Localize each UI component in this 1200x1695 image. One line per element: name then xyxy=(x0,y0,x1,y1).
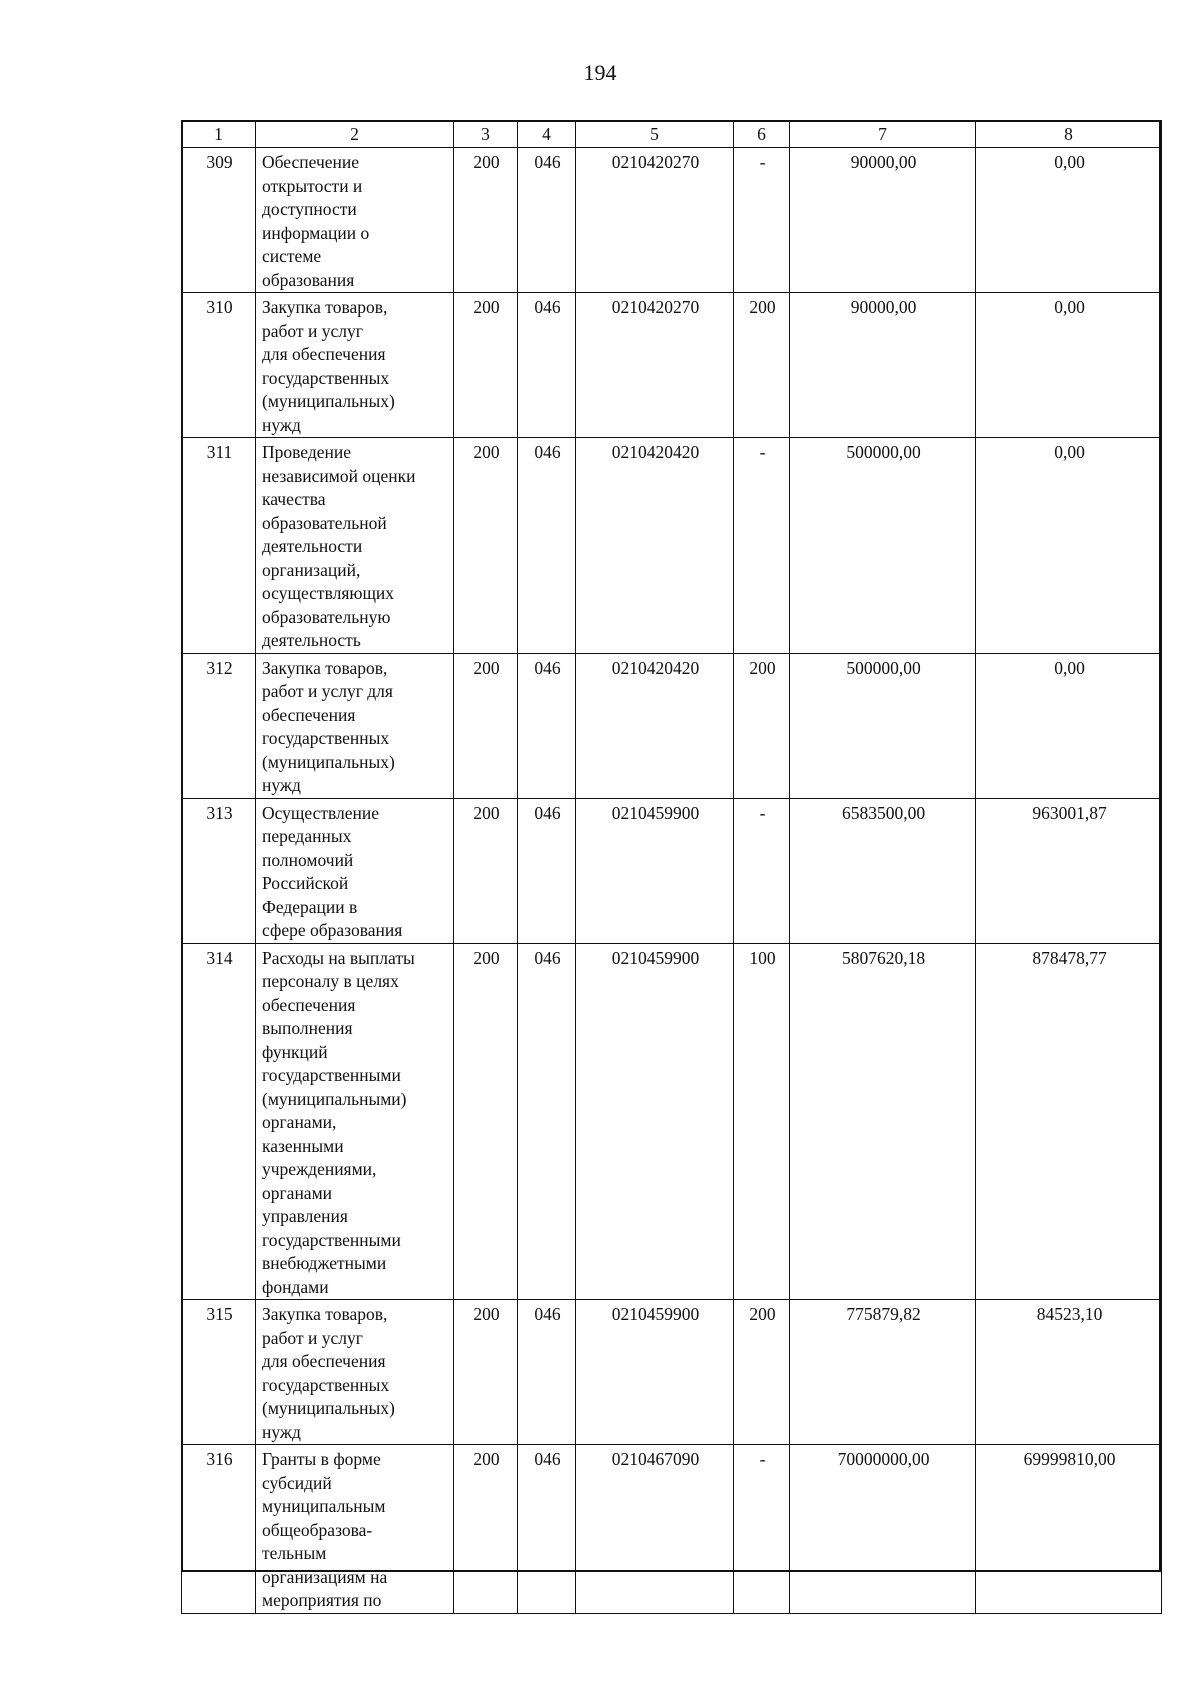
table-row xyxy=(182,653,1162,798)
row-name-line: для обеспечения xyxy=(262,1351,386,1371)
cell-amount-col7: 500000,00 xyxy=(790,438,976,654)
cell-col3: 200 xyxy=(454,438,518,654)
row-name-line: Расходы на выплаты xyxy=(262,947,415,968)
row-name xyxy=(256,148,454,293)
cell-col4: 046 xyxy=(518,798,576,943)
table-row xyxy=(182,438,1162,654)
row-name-line: Проведение xyxy=(262,442,352,462)
table-body xyxy=(182,148,1162,1614)
row-number: 314 xyxy=(182,943,256,1300)
column-header: 6 xyxy=(734,121,790,148)
row-name-line: выполнения xyxy=(262,1018,353,1038)
row-name-line: фондами xyxy=(262,1276,329,1297)
table-row xyxy=(182,798,1162,943)
table-row xyxy=(182,1300,1162,1445)
cell-col5: 0210420420 xyxy=(576,653,734,798)
row-name-line: организациям на xyxy=(262,1566,388,1587)
column-header: 5 xyxy=(576,121,734,148)
row-name-line: управления xyxy=(262,1206,348,1226)
row-name-line: обеспечения xyxy=(262,704,356,725)
cell-col4: 046 xyxy=(518,438,576,654)
row-name-line: осуществляющих xyxy=(262,583,395,603)
row-name-line: работ и услуг xyxy=(262,320,363,341)
row-number: 312 xyxy=(182,653,256,798)
row-name-line: организаций, xyxy=(262,559,361,580)
row-name xyxy=(256,1300,454,1445)
row-name-line: системе xyxy=(262,246,322,266)
row-name-line: общеобразова- xyxy=(262,1519,373,1540)
cell-col4: 046 xyxy=(518,943,576,1300)
row-name-line: для обеспечения xyxy=(262,344,386,364)
cell-amount-col7: 5807620,18 xyxy=(790,943,976,1300)
row-name-line: государственными xyxy=(262,1229,401,1250)
row-number: 309 xyxy=(182,148,256,293)
row-name-line: Закупка товаров, xyxy=(262,1304,388,1324)
row-name-line: внебюджетными xyxy=(262,1253,387,1273)
row-name-line: обеспечения xyxy=(262,994,356,1015)
row-name-line: информации о xyxy=(262,222,370,243)
cell-amount-col7: 90000,00 xyxy=(790,148,976,293)
row-name-line: Федерации в xyxy=(262,896,358,917)
row-name-line: полномочий xyxy=(262,849,354,870)
row-name-line: государственными xyxy=(262,1065,401,1085)
cell-amount-col7: 70000000,00 xyxy=(790,1445,976,1614)
cell-col6: 100 xyxy=(734,943,790,1300)
row-name-line: Обеспечение xyxy=(262,152,360,172)
row-name-line: Осуществление xyxy=(262,802,380,823)
row-name-line: работ и услуг xyxy=(262,1327,363,1348)
row-name-line: государственных xyxy=(262,728,390,748)
row-name-line: муниципальным xyxy=(262,1496,386,1516)
row-name-line: образования xyxy=(262,269,355,290)
row-name-line: независимой оценки xyxy=(262,465,416,486)
cell-col5: 0210420270 xyxy=(576,293,734,438)
cell-col6: - xyxy=(734,148,790,293)
cell-col6: - xyxy=(734,1445,790,1614)
table-row xyxy=(182,148,1162,293)
row-name-line: нужд xyxy=(262,1421,301,1442)
table-row xyxy=(182,943,1162,1300)
row-name-line: (муниципальных) xyxy=(262,751,395,772)
cell-col6: - xyxy=(734,798,790,943)
row-name-line: открытости и xyxy=(262,175,363,196)
row-name-line: казенными xyxy=(262,1135,344,1156)
row-name-line: персоналу в целях xyxy=(262,971,399,991)
cell-col5: 0210459900 xyxy=(576,1300,734,1445)
cell-amount-col8: 0,00 xyxy=(976,653,1162,798)
cell-col5: 0210420270 xyxy=(576,148,734,293)
cell-amount-col8: 0,00 xyxy=(976,293,1162,438)
row-name-line: доступности xyxy=(262,199,357,219)
table-row xyxy=(182,1445,1162,1614)
row-name-line: государственных xyxy=(262,367,390,388)
row-name-line: мероприятия по xyxy=(262,1590,382,1610)
row-name-line: образовательной xyxy=(262,512,387,533)
column-header: 8 xyxy=(976,121,1162,148)
cell-amount-col7: 775879,82 xyxy=(790,1300,976,1445)
cell-col4: 046 xyxy=(518,1300,576,1445)
table-row xyxy=(182,293,1162,438)
cell-amount-col8: 84523,10 xyxy=(976,1300,1162,1445)
cell-col3: 200 xyxy=(454,1445,518,1614)
row-name-line: органами, xyxy=(262,1112,337,1132)
row-number: 310 xyxy=(182,293,256,438)
cell-col6: 200 xyxy=(734,1300,790,1445)
row-name-line: государственных xyxy=(262,1374,390,1395)
row-name-line: нужд xyxy=(262,775,301,795)
cell-col5: 0210459900 xyxy=(576,943,734,1300)
cell-col6: - xyxy=(734,438,790,654)
row-name-line: переданных xyxy=(262,826,352,846)
row-name-line: деятельность xyxy=(262,630,361,650)
cell-col4: 046 xyxy=(518,148,576,293)
cell-amount-col7: 90000,00 xyxy=(790,293,976,438)
cell-col3: 200 xyxy=(454,798,518,943)
cell-col3: 200 xyxy=(454,653,518,798)
column-header: 7 xyxy=(790,121,976,148)
row-number: 311 xyxy=(182,438,256,654)
cell-col3: 200 xyxy=(454,943,518,1300)
cell-col6: 200 xyxy=(734,653,790,798)
cell-amount-col8: 0,00 xyxy=(976,148,1162,293)
row-name-line: функций xyxy=(262,1041,328,1062)
row-name-line: субсидий xyxy=(262,1472,332,1493)
row-number: 315 xyxy=(182,1300,256,1445)
row-name-line: (муниципальных) xyxy=(262,391,395,411)
cell-col3: 200 xyxy=(454,293,518,438)
cell-amount-col8: 878478,77 xyxy=(976,943,1162,1300)
cell-amount-col7: 6583500,00 xyxy=(790,798,976,943)
row-number: 313 xyxy=(182,798,256,943)
row-name xyxy=(256,438,454,654)
cell-amount-col7: 500000,00 xyxy=(790,653,976,798)
row-name-line: качества xyxy=(262,489,326,509)
cell-col3: 200 xyxy=(454,148,518,293)
cell-col5: 0210459900 xyxy=(576,798,734,943)
budget-table xyxy=(181,120,1162,1614)
cell-amount-col8: 69999810,00 xyxy=(976,1445,1162,1614)
row-name-line: тельным xyxy=(262,1543,327,1563)
column-header: 1 xyxy=(182,121,256,148)
cell-col3: 200 xyxy=(454,1300,518,1445)
row-name-line: сфере образования xyxy=(262,920,403,940)
cell-amount-col8: 0,00 xyxy=(976,438,1162,654)
row-name-line: Российской xyxy=(262,873,349,893)
row-name-line: Гранты в форме xyxy=(262,1449,381,1469)
row-name-line: (муниципальными) xyxy=(262,1088,407,1109)
row-name-line: учреждениями, xyxy=(262,1159,377,1179)
row-name xyxy=(256,653,454,798)
row-name-line: нужд xyxy=(262,414,301,435)
column-header: 4 xyxy=(518,121,576,148)
row-name-line: деятельности xyxy=(262,536,363,556)
row-name xyxy=(256,943,454,1300)
column-header: 2 xyxy=(256,121,454,148)
row-name xyxy=(256,293,454,438)
row-name-line: (муниципальных) xyxy=(262,1398,395,1418)
row-name xyxy=(256,798,454,943)
column-header: 3 xyxy=(454,121,518,148)
row-name-line: работ и услуг для xyxy=(262,681,393,701)
cell-col5: 0210467090 xyxy=(576,1445,734,1614)
row-name-line: образовательную xyxy=(262,606,391,627)
row-name xyxy=(256,1445,454,1614)
cell-amount-col8: 963001,87 xyxy=(976,798,1162,943)
cell-col4: 046 xyxy=(518,293,576,438)
header-row xyxy=(182,121,1162,148)
row-name-line: Закупка товаров, xyxy=(262,657,388,678)
cell-col4: 046 xyxy=(518,1445,576,1614)
row-name-line: Закупка товаров, xyxy=(262,297,388,317)
cell-col4: 046 xyxy=(518,653,576,798)
row-number: 316 xyxy=(182,1445,256,1614)
page-number: 194 xyxy=(583,60,617,85)
cell-col5: 0210420420 xyxy=(576,438,734,654)
row-name-line: органами xyxy=(262,1182,333,1203)
cell-col6: 200 xyxy=(734,293,790,438)
